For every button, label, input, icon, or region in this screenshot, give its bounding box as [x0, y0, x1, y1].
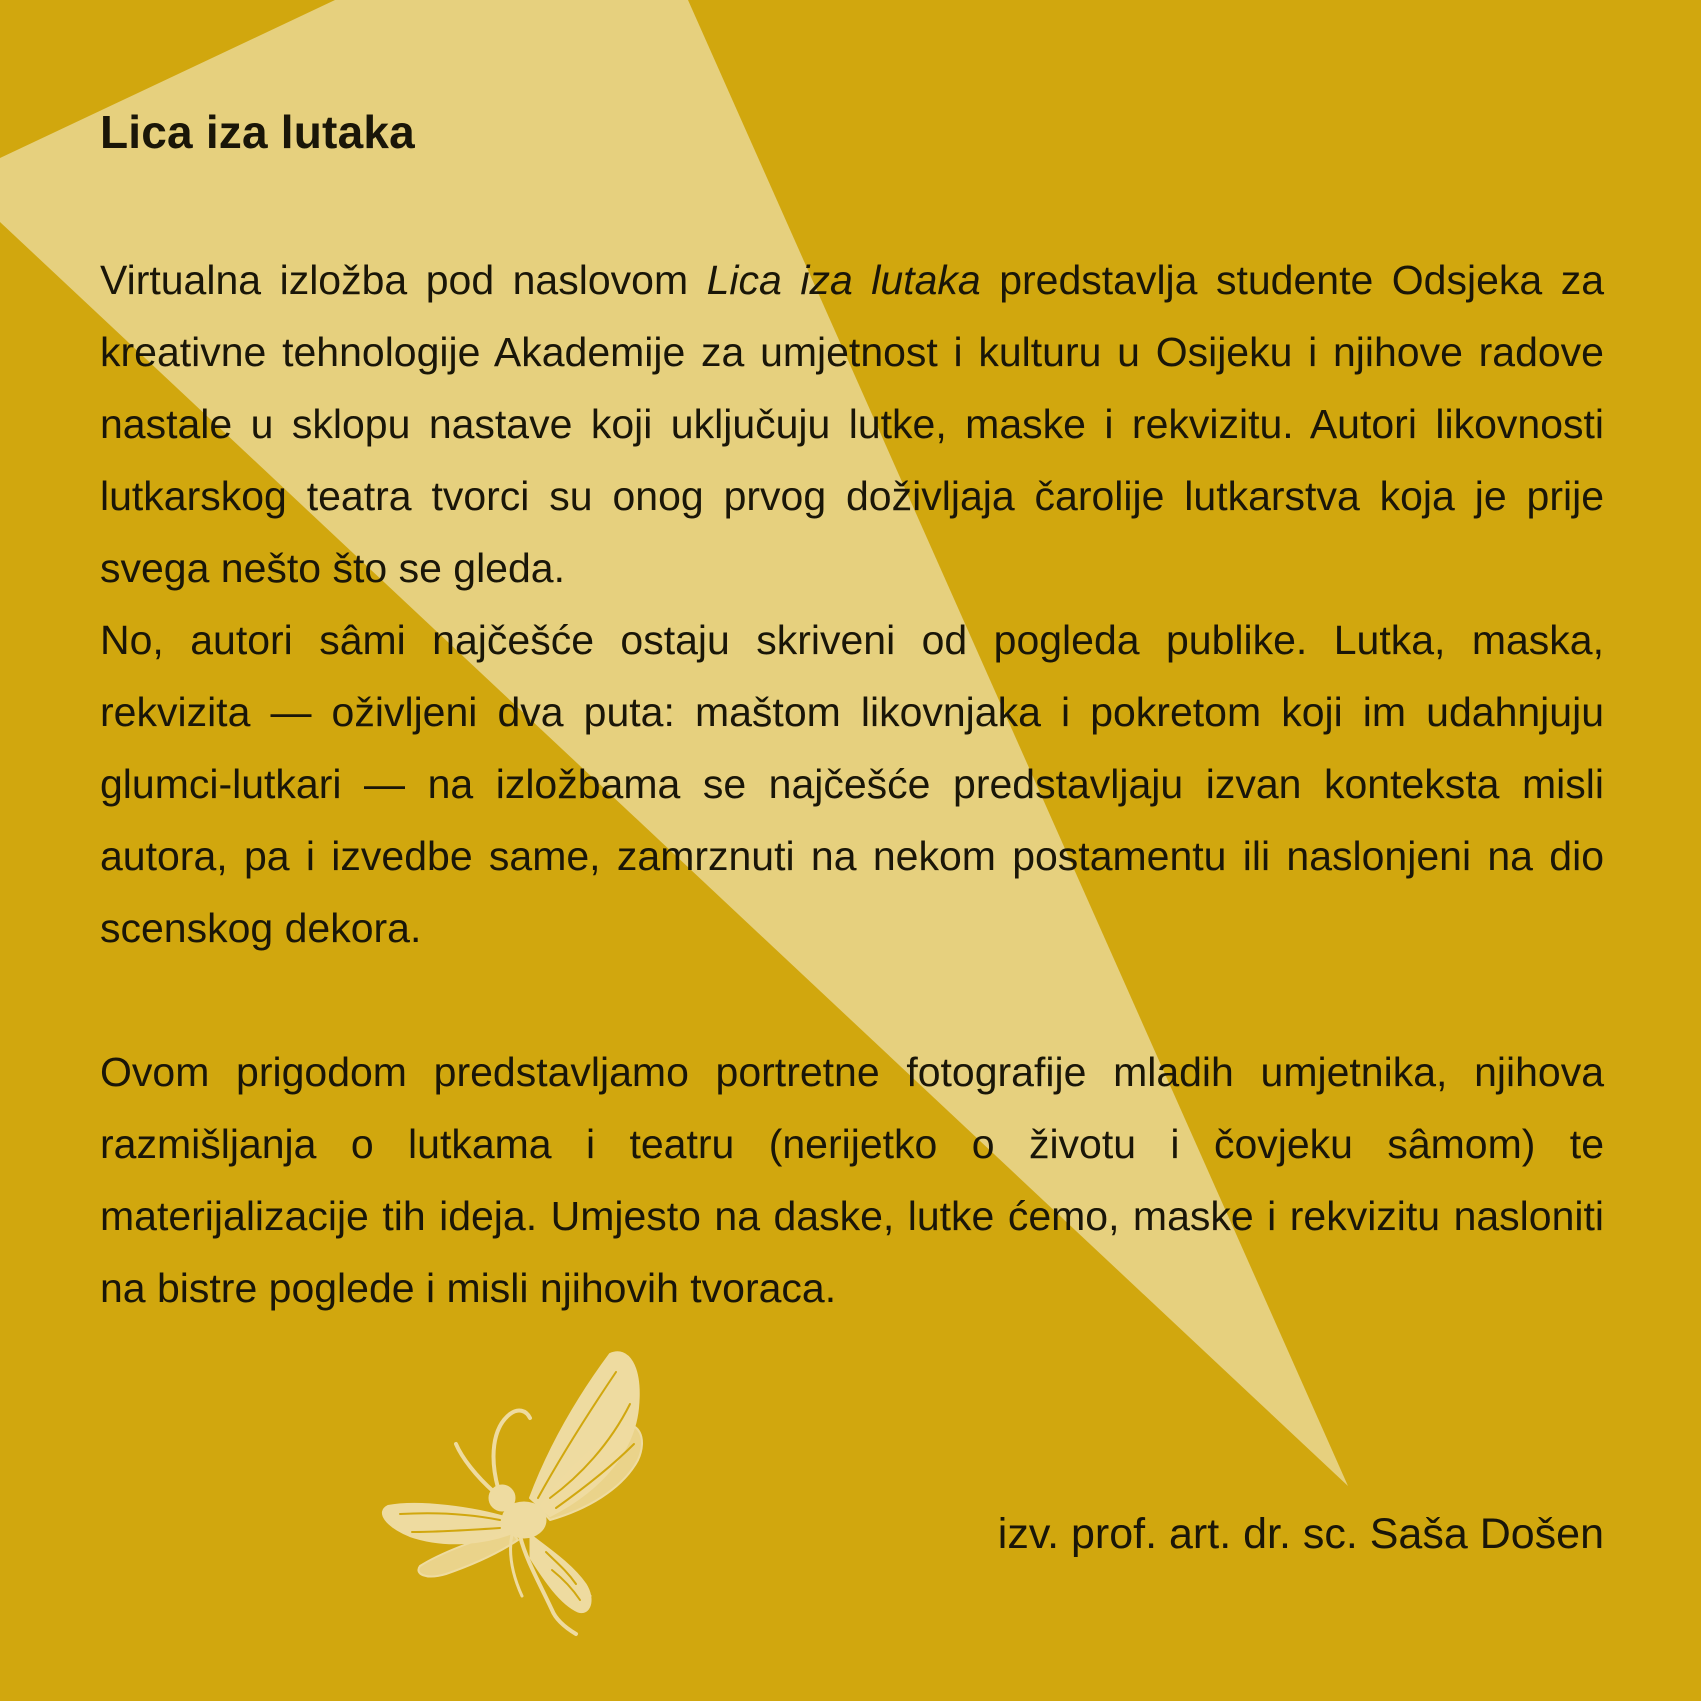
paragraph-authors: No, autori sâmi najčešće ostaju skriveni od pogleda publike. Lutka, maska, rekvizita — oživljeni dva puta: maštom likovnjaka i pokretom koji im udahnjuju glumci-lutkari — na izložbama se najčešće predstavljaju izvan konteksta misli autora, pa i izvedbe same, zamrznuti na nekom postamentu ili naslonjeni na dio scenskog dekora.: [100, 617, 1604, 951]
signature: izv. prof. art. dr. sc. Saša Došen: [997, 1510, 1604, 1558]
paragraph-intro-rest: predstavlja studente Odsjeka za kreativne tehnologije Akademije za umjetnost i kulturu u Osijeku i njihove radove nastale u sklopu nastave koji uključuju lutke, maske i rekvizitu. Autori likovnosti lutkarskog teatra tvorci su onog prvog doživljaja čarolije lutkarstva koja je prije svega nešto što se gleda.: [100, 257, 1604, 591]
paragraph-intro-start: Virtualna izložba pod naslovom: [100, 257, 707, 303]
body-text: [100, 244, 1604, 1324]
page-title: Lica iza lutaka: [100, 106, 415, 158]
paragraph-intro: [100, 244, 1604, 604]
exhibition-title: Lica iza lutaka: [706, 257, 981, 303]
paragraph-portraits: Ovom prigodom predstavljamo portretne fotografije mladih umjetnika, njihova razmišljanja o lutkama i teatru (nerijetko o životu i čovjeku sâmom) te materijalizacije tih ideja. Umjesto na daske, lutke ćemo, maske i rekvizitu nasloniti na bistre poglede i misli njihovih tvoraca.: [100, 1049, 1604, 1311]
wasp-icon: [380, 1348, 680, 1648]
